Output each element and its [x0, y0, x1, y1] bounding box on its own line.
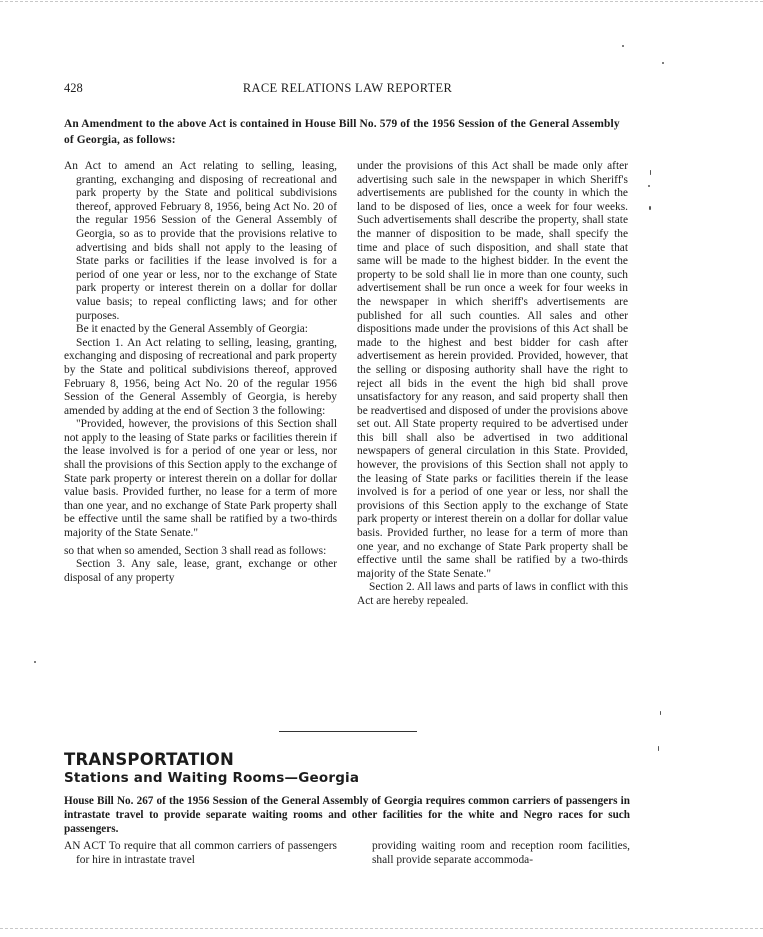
section-intro: House Bill No. 267 of the 1956 Session of the General Assembly of Georgia requires common carriers of passengers in intrastate travel to provide separate waiting rooms and other facilities for the white and Negro races for such passengers.: [64, 795, 630, 835]
right-column: [357, 160, 628, 609]
section-3-continuation: under the provisions of this Act shall be made only after advertising such sale in the newspaper in which Sheriff's advertisements are published for the county in which the land to be disposed of lies, once a week for four weeks. Such advertisements shall describe the property, shall state the manner of disposition to be made, shall specify the time and place of such disposition, and shall state that same will be made to the highest bidder. In the event the property to be sold shall lie in more than one county, such advertisement shall be run once a week for four weeks in the newspaper in which sheriff's advertisements are published for all such counties. All sales and other dispositions made under the provisions of this Act shall be made to the highest and best bidder for cash after advertisement as herein provided. Provided, however, that the selling or disposing authority shall have the right to reject all bids in the event the high bid shall prove unsatisfactory for any reason, and said property shall then be readvertised and disposed of under the provisions above set out. All State property required to be advertised under this bill shall also be advertised in two additional newspapers of general circulation in this State. Provided, however, the provisions of this Section shall not apply to the leasing of State parks or facilities therein if the lease involved is for a period of one year or less, nor shall the provisions of this Section apply to the exchange of State park property or interest therein on a dollar for dollar value basis. Provided further, no lease for a term of more than one year, and no exchange of State Park property shall be effective until the same shall be ratified by a two-thirds majority of the State Senate.": [357, 160, 628, 580]
speck-mark: [660, 711, 661, 715]
section-subtitle: Stations and Waiting Rooms—Georgia: [64, 770, 360, 786]
speck-mark: [658, 746, 659, 751]
right-column-2: [372, 840, 630, 867]
top-page-edge: [0, 1, 763, 2]
speck-mark: [662, 62, 664, 64]
speck-mark: [650, 170, 651, 175]
speck-mark: [648, 185, 650, 187]
act-title-2: AN ACT To require that all common carriers of passengers for hire in intrastate travel: [64, 840, 337, 866]
page-header: [64, 81, 631, 99]
section-3-start: Section 3. Any sale, lease, grant, exchange or other disposal of any property: [64, 558, 337, 584]
speck-mark: [622, 45, 624, 47]
enacting-clause: Be it enacted by the General Assembly of Georgia:: [76, 323, 308, 336]
section-2-paragraph: Section 2. All laws and parts of laws in conflict with this Act are hereby repealed.: [357, 581, 628, 607]
speck-mark: [649, 206, 651, 210]
bottom-page-edge: [0, 928, 763, 929]
left-column: [64, 160, 337, 585]
section-1-paragraph: Section 1. An Act relating to selling, leasing, granting, exchanging and disposing of recreational and park property by the State and political subdivisions thereof, approved February 8, 1956, being Act No. 20 of the regular 1956 Session of the General Assembly of Georgia, is hereby amended by adding at the end of Section 3 the following:: [64, 336, 337, 417]
speck-mark: [34, 661, 36, 663]
left-column-2: [64, 840, 337, 867]
page-number: 428: [64, 81, 83, 95]
amendment-heading: An Amendment to the above Act is contained in House Bill No. 579 of the 1956 Session of the General Assembly of Georgia, as follows:: [64, 118, 620, 146]
section-title: TRANSPORTATION: [64, 750, 234, 769]
act-continuation-2: providing waiting room and reception room facilities, shall provide separate accommoda-: [372, 840, 630, 866]
act-title-paragraph: An Act to amend an Act relating to selling, leasing, granting, exchanging and disposing of recreational and park property by the State and political subdivisions thereof, approved February 8, 1956, being Act No. 20 of the regular 1956 Session of the General Assembly of Georgia, so as to provide that the provisions relative to advertising and bids shall not apply to the leasing of State parks or facilities if the lease involved is for a period of one year or less, nor to the exchange of State park property or interest therein on a dollar for dollar value basis; to repeal conflicting laws; and for other purposes.: [64, 160, 337, 322]
section-divider: [279, 731, 417, 732]
running-title: RACE RELATIONS LAW REPORTER: [242, 81, 453, 95]
so-that-clause: so that when so amended, Section 3 shall read as follows:: [64, 544, 327, 557]
quoted-proviso: "Provided, however, the provisions of this Section shall not apply to the leasing of State parks or facilities therein if the lease involved is for a period of one year or less, nor shall the provisions of this Section apply to the exchange of State park property or interest therein on a dollar for dollar value basis. Provided further, no lease for a term of more than one year, and no exchange of State Park property shall be effective until the same shall be ratified by a two-thirds majority of the State Senate.": [64, 418, 337, 540]
